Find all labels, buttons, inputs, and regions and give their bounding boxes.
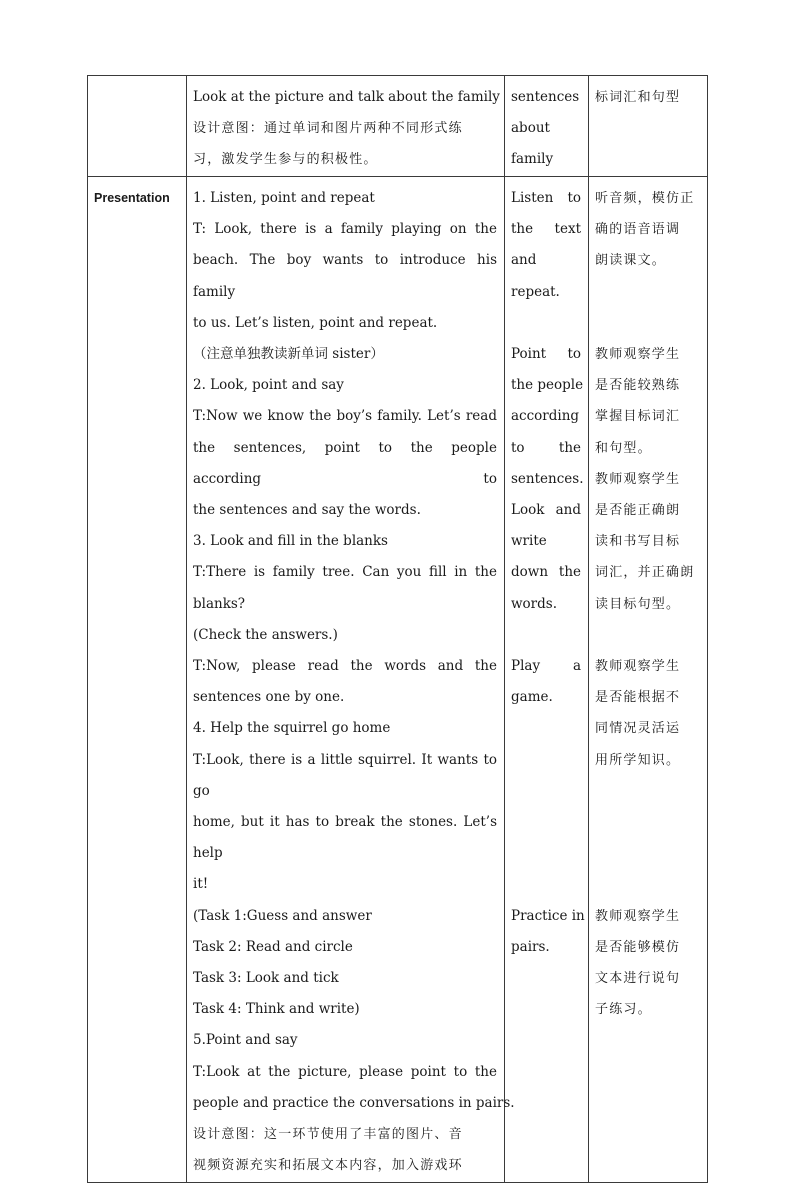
task-line: Task 4: Think and write) bbox=[193, 1001, 360, 1018]
evaluation-line: 是否能够模仿 bbox=[595, 939, 681, 955]
task-line: Task 3: Look and tick bbox=[193, 970, 339, 987]
procedure-cell bbox=[187, 177, 515, 1183]
activity-line: down the bbox=[511, 564, 581, 581]
spacer bbox=[595, 277, 700, 308]
evaluation-line: 读和书写目标 bbox=[595, 534, 681, 550]
activity-line: Point to bbox=[511, 346, 581, 362]
procedure-cell bbox=[187, 76, 505, 177]
evaluation-line: 是否能正确朗 bbox=[595, 503, 681, 518]
step-heading: 5.Point and say bbox=[193, 1032, 298, 1049]
activity-line: the text bbox=[511, 221, 581, 238]
student-activity-cell bbox=[505, 177, 589, 1183]
activity-line: according bbox=[511, 408, 580, 425]
procedure-line: sentences one by one. bbox=[193, 689, 345, 706]
task-line: (Task 1:Guess and answer bbox=[193, 907, 372, 924]
procedure-line: T:There is family tree. Can you fill in the bbox=[193, 564, 497, 581]
step-heading: 4. Help the squirrel go home bbox=[193, 720, 391, 737]
procedure-line: T:Look, there is a little squirrel. It wants to go bbox=[193, 751, 497, 799]
table-row bbox=[88, 177, 708, 1183]
step-heading: 3. Look and fill in the blanks bbox=[193, 533, 388, 550]
spacer bbox=[511, 776, 581, 807]
evaluation-line: 教师观察学生 bbox=[595, 471, 681, 487]
evaluation-line: 确的语音语调 bbox=[595, 222, 681, 238]
activity-line: family bbox=[511, 151, 554, 168]
evaluation-line: 朗读课文。 bbox=[595, 253, 667, 269]
spacer bbox=[511, 713, 581, 744]
procedure-line: the sentences, point to the people according to bbox=[193, 439, 497, 487]
activity-line: and bbox=[511, 252, 537, 269]
spacer bbox=[595, 620, 700, 651]
spacer bbox=[595, 869, 700, 900]
design-intent-line: 设计意图：通过单词和图片两种不同形式练 bbox=[193, 121, 463, 137]
evaluation-line: 标词汇和句型 bbox=[595, 90, 681, 105]
procedure-line: (Check the answers.) bbox=[193, 626, 338, 643]
procedure-note: （注意单独教读新单词 sister） bbox=[193, 346, 384, 363]
spacer bbox=[511, 745, 581, 776]
procedure-line: to us. Let’s listen, point and repeat. bbox=[193, 314, 438, 331]
stage-cell bbox=[88, 76, 187, 177]
evaluation-line: 听音频，模仿正 bbox=[595, 191, 695, 206]
activity-line: repeat. bbox=[511, 283, 560, 300]
evaluation-line: 文本进行说句 bbox=[595, 970, 681, 986]
procedure-line: the sentences and say the words. bbox=[193, 502, 421, 519]
stage-cell bbox=[88, 177, 187, 1183]
step-heading: 1. Listen, point and repeat bbox=[193, 190, 375, 206]
spacer bbox=[595, 776, 700, 807]
table-row bbox=[88, 76, 708, 177]
procedure-line: T: Look, there is a family playing on the bbox=[193, 221, 497, 238]
evaluation-line: 和句型。 bbox=[595, 440, 652, 456]
evaluation-line: 用所学知识。 bbox=[595, 752, 681, 768]
evaluation-line: 教师观察学生 bbox=[595, 908, 681, 924]
procedure-line: T:Now we know the boy’s family. Let’s read bbox=[193, 408, 497, 425]
evaluation-line: 教师观察学生 bbox=[595, 659, 681, 674]
evaluation-line: 词汇，并正确朗 bbox=[595, 565, 695, 581]
lesson-plan-table bbox=[87, 75, 708, 1183]
activity-line: Listen to bbox=[511, 190, 581, 206]
activity-line: sentences bbox=[511, 89, 580, 105]
activity-line: game. bbox=[511, 689, 553, 706]
procedure-line: Look at the picture and talk about the family bbox=[193, 89, 500, 105]
evaluation-line: 是否能根据不 bbox=[595, 690, 681, 706]
activity-line: Play a bbox=[511, 658, 581, 675]
activity-line: pairs. bbox=[511, 938, 550, 955]
spacer bbox=[511, 620, 581, 651]
spacer bbox=[511, 308, 581, 339]
evaluation-line: 掌握目标词汇 bbox=[595, 409, 681, 425]
design-intent-line: 设计意图：这一环节使用了丰富的图片、音 bbox=[193, 1127, 463, 1143]
spacer bbox=[595, 838, 700, 869]
procedure-line: T:Look at the picture, please point to the bbox=[193, 1063, 497, 1080]
spacer bbox=[511, 869, 581, 900]
evaluation-line: 子练习。 bbox=[595, 1002, 652, 1018]
procedure-line: T:Now, please read the words and the bbox=[193, 658, 497, 675]
activity-line: the people bbox=[511, 377, 584, 394]
stage-label: Presentation bbox=[94, 191, 170, 205]
task-line: Task 2: Read and circle bbox=[193, 938, 353, 955]
activity-line: Look and bbox=[511, 502, 581, 519]
spacer bbox=[511, 807, 581, 838]
activity-line: write bbox=[511, 533, 547, 550]
procedure-line: home, but it has to break the stones. Let’s help bbox=[193, 814, 497, 862]
procedure-line: blanks? bbox=[193, 595, 246, 612]
evaluation-line: 读目标句型。 bbox=[595, 596, 681, 612]
evaluation-cell bbox=[589, 76, 708, 177]
procedure-line: beach. The boy wants to introduce his family bbox=[193, 252, 497, 300]
design-intent-line: 视频资源充实和拓展文本内容，加入游戏环 bbox=[193, 1158, 463, 1174]
procedure-line: people and practice the conversations in pairs. bbox=[193, 1094, 515, 1111]
activity-line: to the bbox=[511, 439, 581, 456]
spacer bbox=[595, 807, 700, 838]
procedure-line: it! bbox=[193, 876, 209, 893]
activity-line: about bbox=[511, 120, 550, 137]
evaluation-line: 同情况灵活运 bbox=[595, 721, 681, 737]
evaluation-line: 教师观察学生 bbox=[595, 346, 681, 362]
activity-line: Practice in bbox=[511, 907, 585, 924]
activity-line: words. bbox=[511, 595, 557, 612]
evaluation-cell bbox=[589, 177, 708, 1183]
spacer bbox=[595, 308, 700, 339]
activity-line: sentences. bbox=[511, 470, 584, 487]
student-activity-cell bbox=[505, 76, 589, 177]
evaluation-line: 是否能较熟练 bbox=[595, 378, 681, 394]
design-intent-line: 习，激发学生参与的积极性。 bbox=[193, 152, 378, 168]
step-heading: 2. Look, point and say bbox=[193, 377, 344, 394]
spacer bbox=[511, 838, 581, 869]
